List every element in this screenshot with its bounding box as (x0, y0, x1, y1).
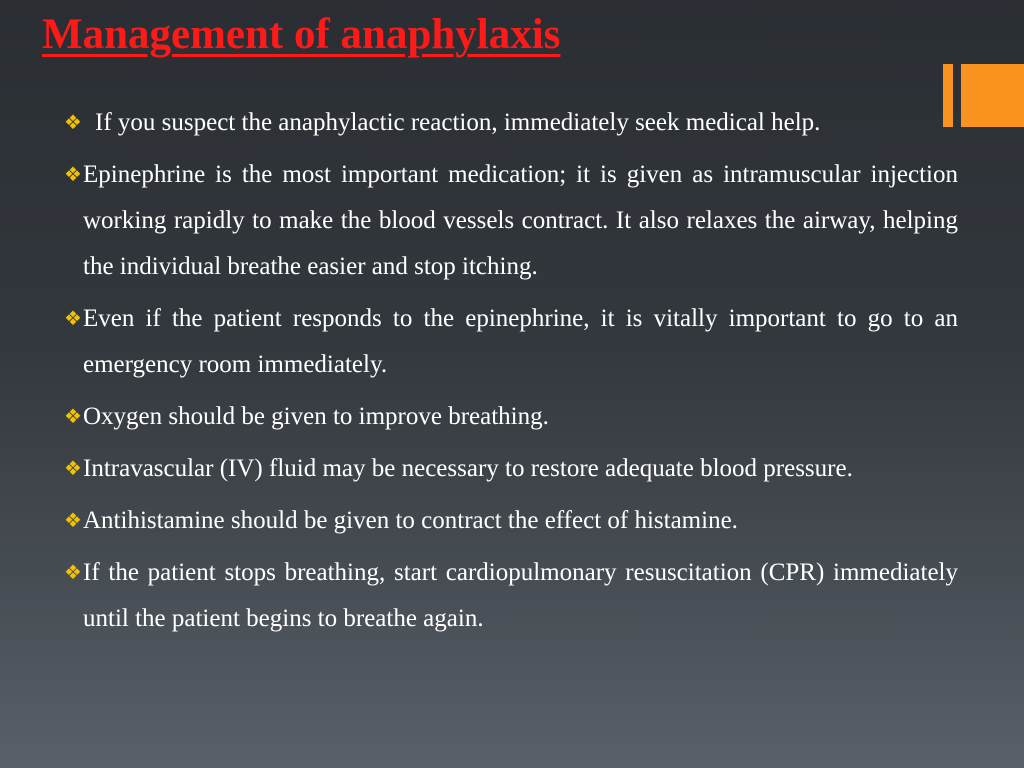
bullet-text: Antihistamine should be given to contract the effect of histamine. (83, 507, 738, 534)
bullet-item (64, 152, 958, 290)
diamond-bullet-icon: ❖ (64, 164, 82, 186)
bullet-text: Intravascular (IV) fluid may be necessary to restore adequate blood pressure. (83, 455, 853, 482)
bullet-item (64, 498, 958, 544)
bullet-list (64, 100, 958, 648)
diamond-bullet-icon: ❖ (64, 406, 82, 428)
diamond-bullet-icon: ❖ (64, 510, 82, 532)
bullet-text: Epinephrine is the most important medication; it is given as intramuscular injection working rapidly to make the blood vessels contract. It also relaxes the airway, helping the individual breathe easier and stop itching. (83, 161, 958, 280)
bullet-text: If the patient stops breathing, start cardiopulmonary resuscitation (CPR) immediately until the patient begins to breathe again. (83, 559, 958, 632)
slide-title: Management of anaphylaxis (42, 11, 561, 58)
diamond-bullet-icon: ❖ (64, 112, 82, 134)
bullet-item (64, 550, 958, 642)
diamond-bullet-icon: ❖ (64, 458, 82, 480)
bullet-item (64, 100, 958, 146)
bullet-item (64, 296, 958, 388)
bullet-text: Even if the patient responds to the epinephrine, it is vitally important to go to an emergency room immediately. (83, 305, 958, 378)
bullet-text: If you suspect the anaphylactic reaction, immediately seek medical help. (95, 109, 821, 136)
diamond-bullet-icon: ❖ (64, 308, 82, 330)
diamond-bullet-icon: ❖ (64, 562, 82, 584)
accent-bar-thick (961, 64, 1024, 127)
bullet-item (64, 394, 958, 440)
bullet-item (64, 446, 958, 492)
bullet-text: Oxygen should be given to improve breathing. (83, 403, 549, 430)
